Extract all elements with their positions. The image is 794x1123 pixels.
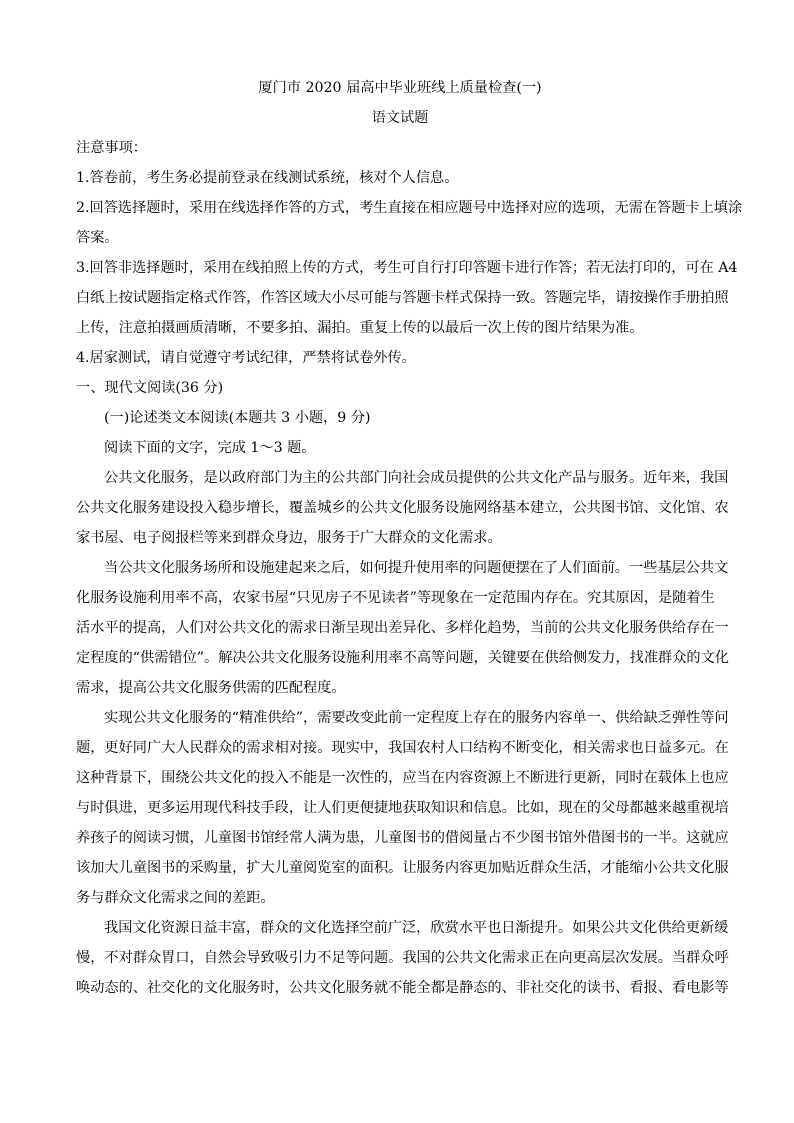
paragraph-1 — [76, 468, 729, 548]
paragraph-line: 这种背景下，围绕公共文化的投入不能是一次性的，应当在内容资源上不断进行更新，同时在载体上也应 — [76, 770, 729, 786]
paragraph-line: 唤动态的、社交化的文化服务时，公共文化服务就不能全都是静态的、非社交化的读书、看报、看电影等 — [76, 980, 729, 996]
paragraph-4 — [76, 918, 729, 998]
paragraph-line: 与时俱进，更多运用现代科技手段，让人们更便捷地获取知识和信息。比如，现在的父母都越来越重视培 — [76, 800, 729, 816]
paragraph-line: 定程度的“供需错位”。解决公共文化服务设施利用率不高等问题，关键要在供给侧发力，找准群众的文化 — [76, 650, 729, 666]
subsection-heading: (一)论述类文本阅读(本题共 3 小题，9 分) — [104, 410, 371, 426]
paragraph-line: 当公共文化服务场所和设施建起来之后，如何提升使用率的问题便摆在了人们面前。一些基层公共文 — [104, 560, 729, 576]
paragraph-line: 公共文化服务，是以政府部门为主的公共部门向社会成员提供的公共文化产品与服务。近年来，我国 — [104, 470, 729, 486]
paragraph-line: 化服务设施利用率不高，农家书屋“只见房子不见读者”等现象在一定范围内存在。究其原因，是随着生 — [76, 590, 715, 606]
paragraph-line: 实现公共文化服务的“精准供给”，需要改变此前一定程度上存在的服务内容单一、供给缺乏弹性等问 — [104, 710, 729, 726]
notice-item: 答案。 — [76, 230, 119, 246]
paragraph-line: 养孩子的阅读习惯，儿童图书馆经常人满为患，儿童图书的借阅量占不少图书馆外借图书的一半。这就应 — [76, 830, 729, 846]
reading-instruction: 阅读下面的文字，完成 1～3 题。 — [104, 440, 316, 456]
notice-heading: 注意事项： — [76, 140, 147, 156]
exam-title: 厦门市 2020 届高中毕业班线上质量检查(一) — [258, 80, 542, 96]
paragraph-3 — [76, 708, 729, 908]
paragraph-2 — [76, 558, 729, 698]
notice-item: 3.回答非选择题时，采用在线拍照上传的方式，考生可自行打印答题卡进行作答；若无法打印的，可在 A4 — [76, 260, 738, 276]
paragraph-line: 家书屋、电子阅报栏等来到群众身边，服务于广大群众的文化需求。 — [76, 530, 502, 546]
notice-item: 1.答卷前，考生务必提前登录在线测试系统，核对个人信息。 — [76, 170, 459, 186]
paragraph-line: 务与群众文化需求之间的差距。 — [76, 890, 275, 906]
notice-item: 4.居家测试，请自觉遵守考试纪律，严禁将试卷外传。 — [76, 350, 416, 366]
exam-page — [76, 76, 743, 998]
notice-item: 白纸上按试题指定格式作答，作答区域大小尽可能与答题卡样式保持一致。答题完毕，请按操作手册拍照 — [76, 290, 729, 306]
notice-item: 上传，注意拍摄画质清晰，不要多拍、漏拍。重复上传的以最后一次上传的图片结果为准。 — [76, 320, 644, 336]
paragraph-line: 需求，提高公共文化服务供需的匹配程度。 — [76, 680, 346, 696]
paragraph-line: 公共文化服务建设投入稳步增长，覆盖城乡的公共文化服务设施网络基本建立，公共图书馆、文化馆、农 — [76, 500, 729, 516]
paragraph-line: 活水平的提高，人们对公共文化的需求日渐呈现出差异化、多样化趋势，当前的公共文化服务供给存在一 — [76, 620, 729, 636]
paragraph-line: 慢，不对群众胃口，自然会导致吸引力不足等问题。我国的公共文化需求正在向更高层次发展。当群众呼 — [76, 950, 729, 966]
paragraph-line: 该加大儿童图书的采购量，扩大儿童阅览室的面积。让服务内容更加贴近群众生活，才能缩小公共文化服 — [76, 860, 729, 876]
section-heading: 一、现代文阅读(36 分) — [76, 380, 224, 396]
paragraph-line: 我国文化资源日益丰富，群众的文化选择空前广泛，欣赏水平也日渐提升。如果公共文化供给更新缓 — [104, 920, 729, 936]
paragraph-line: 题，更好同广大人民群众的需求相对接。现实中，我国农村人口结构不断变化，相关需求也日益多元。在 — [76, 740, 729, 756]
notice-item: 2.回答选择题时，采用在线选择作答的方式，考生直接在相应题号中选择对应的选项，无需在答题卡上填涂 — [76, 200, 743, 216]
exam-subject: 语文试题 — [371, 110, 429, 126]
